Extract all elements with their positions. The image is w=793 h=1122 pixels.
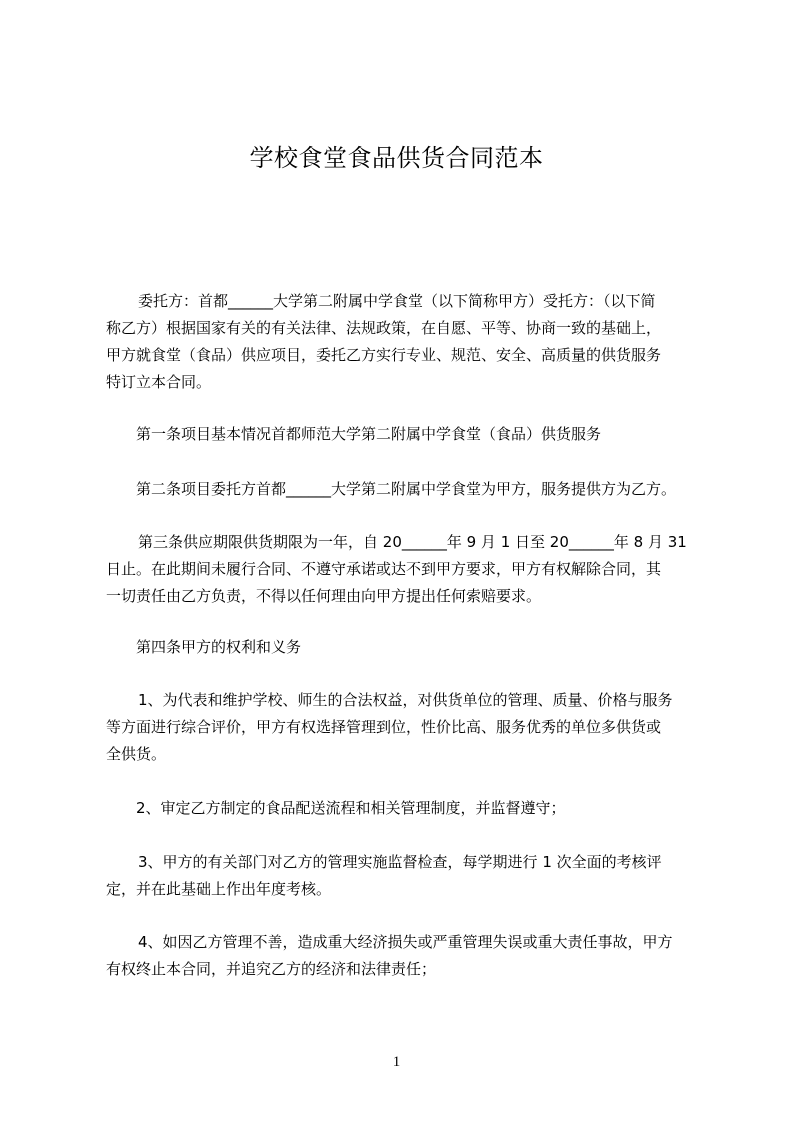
paragraph-line: 第二条项目委托方首都______大学第二附属中学食堂为甲方，服务提供方为乙方。 (136, 480, 677, 498)
document-title: 学校食堂食品供货合同范本 (249, 144, 544, 172)
paragraph-clause-2 (106, 795, 716, 822)
paragraph-line: 有权终止本合同，并追究乙方的经济和法律责任； (106, 960, 437, 978)
paragraph-line: 定，并在此基础上作出年度考核。 (106, 880, 332, 898)
paragraph-line: 称乙方）根据国家有关的有关法律、法规政策，在自愿、平等、协商一致的基础上， (106, 319, 662, 337)
paragraph-line: 甲方就食堂（食品）供应项目，委托乙方实行专业、规范、安全、高质量的供货服务 (106, 346, 662, 364)
page-number: 1 (392, 1054, 401, 1070)
paragraph-line: 日止。在此期间未履行合同、不遵守承诺或达不到甲方要求，甲方有权解除合同，其 (106, 560, 662, 578)
paragraph-line: 4、如因乙方管理不善，造成重大经济损失或严重管理失误或重大责任事故，甲方 (138, 933, 673, 951)
paragraph-line: 等方面进行综合评价，甲方有权选择管理到位，性价比高、服务优秀的单位多供货或 (106, 718, 662, 736)
paragraph-article-1 (106, 421, 716, 448)
paragraph-parties (106, 288, 716, 396)
paragraph-line: 第三条供应期限供货期限为一年，自 20______年 9 月 1 日至 20______年 8 月 31 (138, 533, 687, 551)
paragraph-line: 3、甲方的有关部门对乙方的管理实施监督检查，每学期进行 1 次全面的考核评 (138, 853, 662, 871)
paragraph-line: 委托方：首都______大学第二附属中学食堂（以下简称甲方）受托方：（以下简 (138, 292, 656, 310)
paragraph-line: 特订立本合同。 (106, 373, 212, 391)
paragraph-line: 1、为代表和维护学校、师生的合法权益，对供货单位的管理、质量、价格与服务 (138, 691, 673, 709)
paragraph-article-3 (106, 529, 716, 610)
paragraph-line: 第一条项目基本情况首都师范大学第二附属中学食堂（食品）供货服务 (136, 425, 602, 443)
paragraph-clause-1 (106, 687, 716, 768)
paragraph-line: 一切责任由乙方负责，不得以任何理由向甲方提出任何索赔要求。 (106, 587, 542, 605)
paragraph-line: 2、审定乙方制定的食品配送流程和相关管理制度，并监督遵守； (136, 799, 566, 817)
paragraph-clause-3 (106, 849, 716, 903)
paragraph-line: 第四条甲方的权利和义务 (136, 638, 302, 656)
paragraph-line: 全供货。 (106, 745, 167, 763)
paragraph-article-4-heading (106, 634, 716, 661)
paragraph-article-2 (106, 476, 716, 503)
paragraph-clause-4 (106, 929, 716, 983)
